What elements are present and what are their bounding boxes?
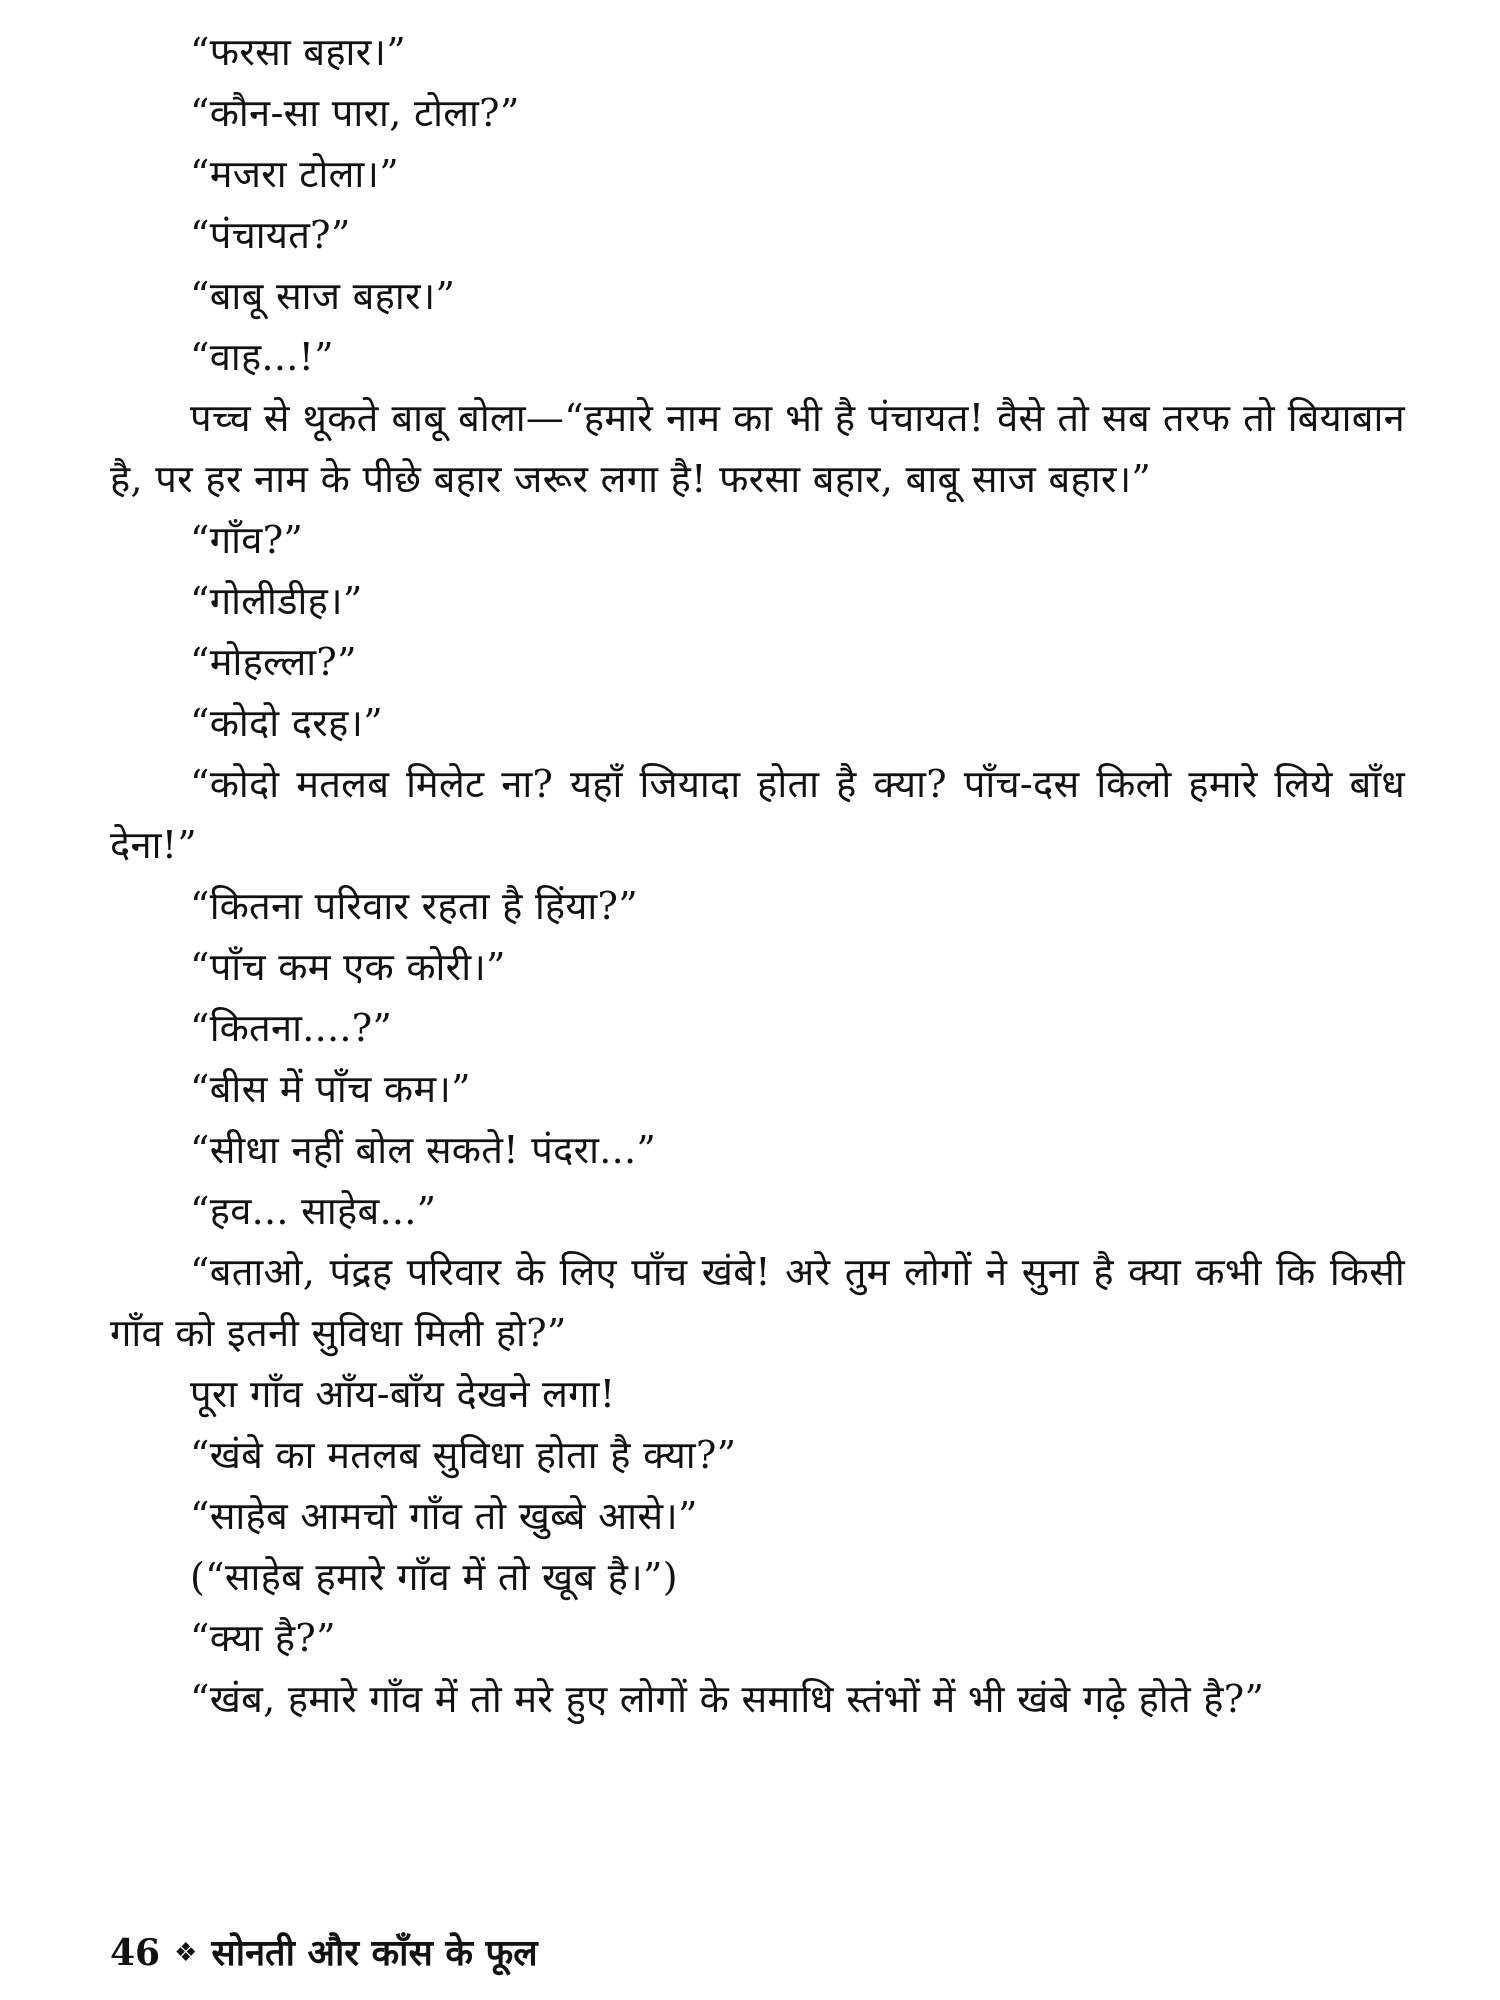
paragraph: “कितना....?” — [190, 1006, 393, 1050]
paragraph: “वाह...!” — [190, 335, 334, 379]
paragraph: “गाँव?” — [190, 518, 304, 562]
paragraph: पच्च से थूकते बाबू बोला—“हमारे नाम का भी है पंचायत! वैसे तो सब तरफ तो बियाबान है, पर हर नाम के पीछे बहार जरूर लगा है! फरसा बहार, बाबू साज बहार।” — [110, 396, 1405, 501]
paragraph: “पाँच कम एक कोरी।” — [190, 945, 506, 989]
paragraph: पूरा गाँव आँय-बाँय देखने लगा! — [190, 1372, 616, 1416]
paragraph: “मजरा टोला।” — [190, 152, 399, 196]
paragraph: “हव... साहेब...” — [190, 1189, 437, 1233]
paragraph: “खंब, हमारे गाँव में तो मरे हुए लोगों के समाधि स्तंभों में भी खंबे गढ़े होते है?” — [190, 1677, 1265, 1721]
paragraph: “बाबू साज बहार।” — [190, 274, 456, 318]
paragraph: “कोदो दरह।” — [190, 701, 383, 745]
paragraph: “गोलीडीह।” — [190, 579, 363, 623]
ornament-icon: ❖ — [174, 1938, 198, 1968]
paragraph: “कोदो मतलब मिलेट ना? यहाँ जियादा होता है क्या? पाँच-दस किलो हमारे लिये बाँध देना!” — [110, 762, 1405, 867]
paragraph: “फरसा बहार।” — [190, 30, 406, 74]
paragraph: “कौन-सा पारा, टोला?” — [190, 91, 520, 135]
book-title: सोनती और काँस के फूल — [211, 1932, 538, 1974]
page-body — [110, 22, 1405, 1962]
paragraph: “क्या है?” — [190, 1616, 336, 1660]
paragraph: “साहेब आमचो गाँव तो खुब्बे आसे।” — [190, 1494, 698, 1538]
paragraph: “खंबे का मतलब सुविधा होता है क्या?” — [190, 1433, 737, 1477]
paragraph: “पंचायत?” — [190, 213, 351, 257]
paragraph: “मोहल्ला?” — [190, 640, 357, 684]
page-footer — [110, 1928, 538, 1979]
paragraph: “बीस में पाँच कम।” — [190, 1067, 471, 1111]
page-number: 46 — [110, 1932, 161, 1974]
paragraph: (“साहेब हमारे गाँव में तो खूब है।”) — [190, 1555, 678, 1599]
paragraph: “सीधा नहीं बोल सकते! पंदरा...” — [190, 1128, 657, 1172]
paragraph: “बताओ, पंद्रह परिवार के लिए पाँच खंबे! अरे तुम लोगों ने सुना है क्या कभी कि किसी गाँव को इतनी सुविधा मिली हो?” — [110, 1250, 1405, 1355]
paragraph: “कितना परिवार रहता है हिंया?” — [190, 884, 638, 928]
